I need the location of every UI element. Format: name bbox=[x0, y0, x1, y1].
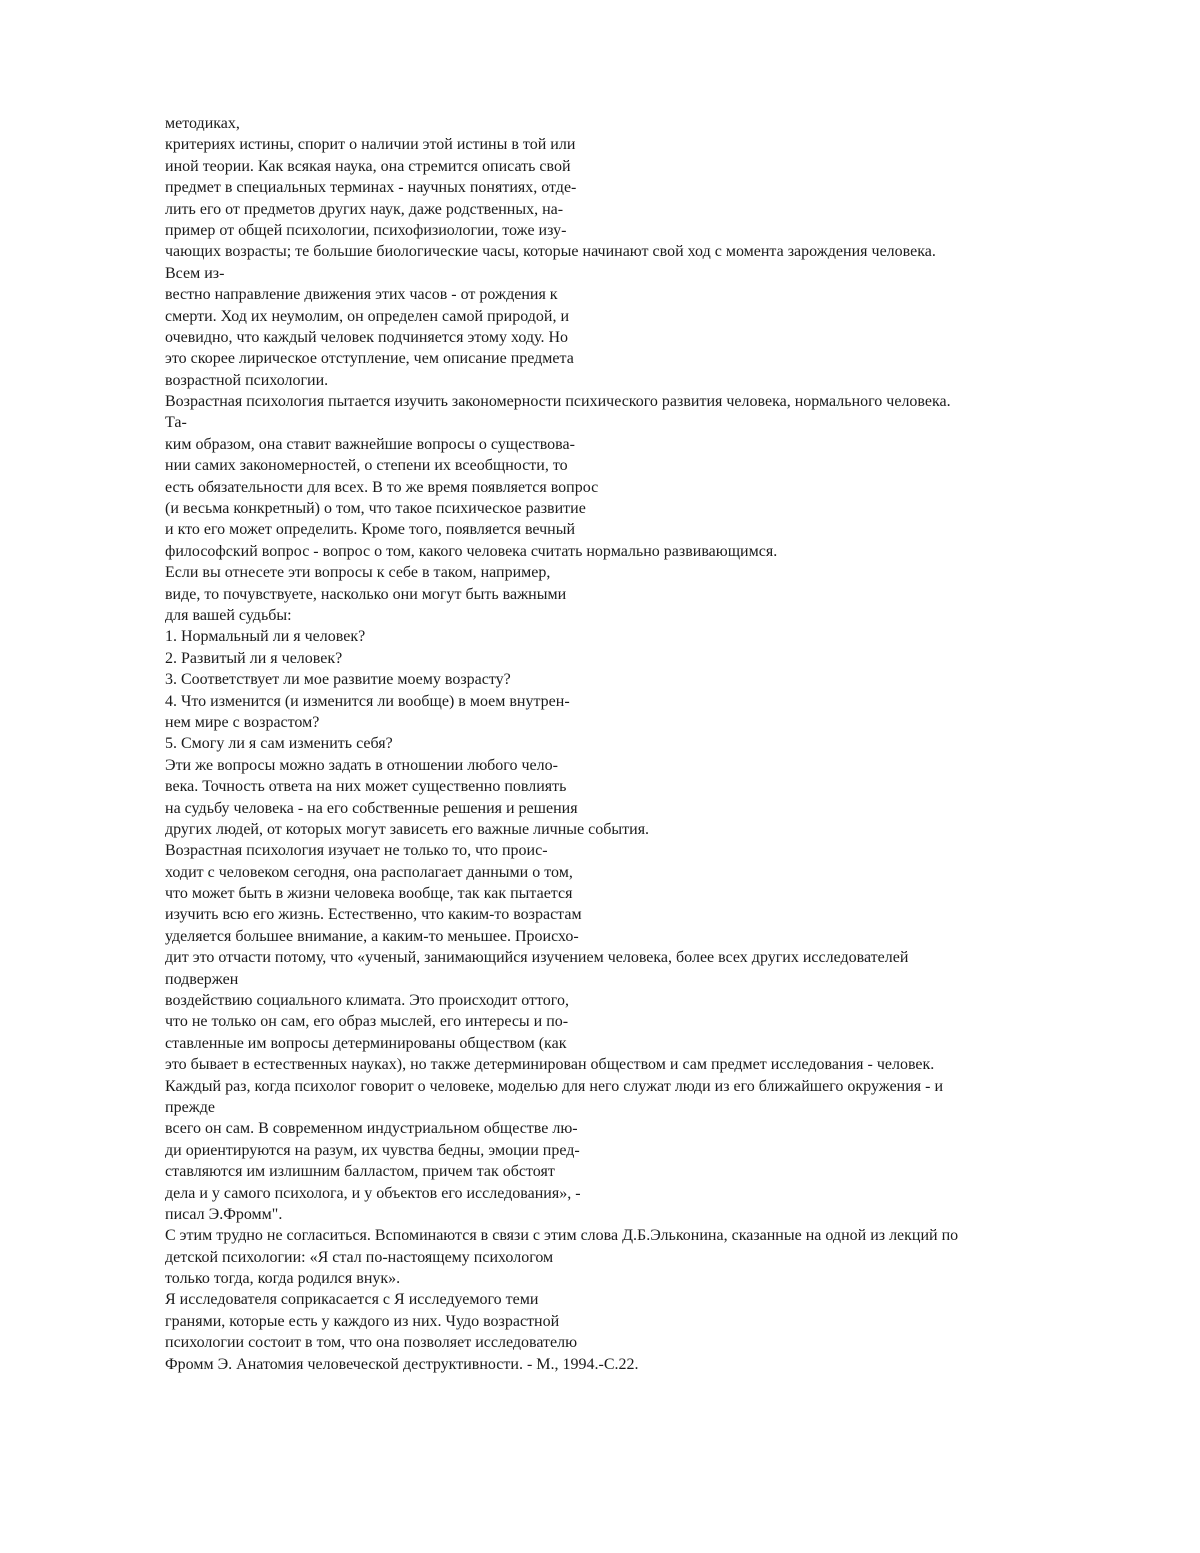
text-line: века. Точность ответа на них может существенно повлиять bbox=[165, 778, 567, 796]
text-line: Фромм Э. Анатомия человеческой деструктивности. - М., 1994.-С.22. bbox=[165, 1355, 639, 1373]
text-line: и кто его может определить. Кроме того, появляется вечный bbox=[165, 521, 576, 539]
text-line: Я исследователя соприкасается с Я исследуемого теми bbox=[165, 1291, 539, 1309]
text-line: 5. Смогу ли я сам изменить себя? bbox=[165, 735, 393, 753]
text-line: ким образом, она ставит важнейшие вопросы о существова- bbox=[165, 435, 575, 453]
text-line: нии самих закономерностей, о степени их всеобщности, то bbox=[165, 457, 568, 475]
text-line: виде, то почувствуете, насколько они могут быть важными bbox=[165, 585, 567, 603]
text-line: дела и у самого психолога, и у объектов его исследования», - bbox=[165, 1184, 581, 1202]
text-line: воздействию социального климата. Это происходит оттого, bbox=[165, 992, 569, 1010]
text-line: (и весьма конкретный) о том, что такое психическое развитие bbox=[165, 500, 586, 518]
text-line: изучить всю его жизнь. Естественно, что каким-то возрастам bbox=[165, 906, 582, 924]
text-line: 3. Соответствует ли мое развитие моему возрасту? bbox=[165, 671, 511, 689]
text-line: предмет в специальных терминах - научных понятиях, отде- bbox=[165, 179, 577, 197]
text-line: подвержен bbox=[165, 970, 239, 988]
text-line: это бывает в естественных науках), но также детерминирован обществом и сам предмет исследования - человек. bbox=[165, 1056, 935, 1074]
text-line: методиках, bbox=[165, 115, 240, 132]
text-line: ди ориентируются на разум, их чувства бедны, эмоции пред- bbox=[165, 1141, 580, 1159]
text-line: дит это отчасти потому, что «ученый, занимающийся изучением человека, более всех других исследователей bbox=[165, 949, 909, 967]
text-line: Возрастная психология изучает не только то, что проис- bbox=[165, 842, 548, 860]
text-line: 4. Что изменится (и изменится ли вообще) в моем внутрен- bbox=[165, 692, 570, 710]
body-text bbox=[165, 113, 1165, 1375]
text-line: Всем из- bbox=[165, 264, 225, 282]
text-line: Та- bbox=[165, 414, 187, 432]
text-line: для вашей судьбы: bbox=[165, 606, 292, 624]
text-line: Возрастная психология пытается изучить закономерности психического развития человека, нормального человека. bbox=[165, 393, 951, 411]
text-line: 1. Нормальный ли я человек? bbox=[165, 628, 366, 646]
text-line: на судьбу человека - на его собственные решения и решения bbox=[165, 799, 578, 817]
text-line: 2. Развитый ли я человек? bbox=[165, 649, 343, 667]
text-line: гранями, которые есть у каждого из них. Чудо возрастной bbox=[165, 1312, 560, 1330]
text-line: иной теории. Как всякая наука, она стремится описать свой bbox=[165, 157, 571, 175]
text-line: прежде bbox=[165, 1098, 215, 1116]
text-line: что не только он сам, его образ мыслей, его интересы и по- bbox=[165, 1013, 569, 1031]
text-line: есть обязательности для всех. В то же время появляется вопрос bbox=[165, 478, 599, 496]
text-line: Если вы отнесете эти вопросы к себе в таком, например, bbox=[165, 564, 551, 582]
text-line: ставляются им излишним балластом, причем так обстоят bbox=[165, 1163, 555, 1181]
text-line: чающих возрасты; те большие биологические часы, которые начинают свой ход с момента зарождения человека. bbox=[165, 243, 936, 261]
text-line: вестно направление движения этих часов - от рождения к bbox=[165, 286, 558, 304]
text-line: С этим трудно не согласиться. Вспоминаются в связи с этим слова Д.Б.Эльконина, сказанные на одной из лекций по bbox=[165, 1227, 959, 1245]
text-line: уделяется большее внимание, а каким-то меньшее. Происхо- bbox=[165, 927, 579, 945]
text-line: детской психологии: «Я стал по-настоящему психологом bbox=[165, 1248, 554, 1266]
text-line: очевидно, что каждый человек подчиняется этому ходу. Но bbox=[165, 328, 569, 346]
text-line: это скорее лирическое отступление, чем описание предмета bbox=[165, 350, 574, 368]
text-line: только тогда, когда родился внук». bbox=[165, 1270, 401, 1288]
text-line: всего он сам. В современном индустриальном обществе лю- bbox=[165, 1120, 578, 1138]
text-line: ходит с человеком сегодня, она располагает данными о том, bbox=[165, 863, 573, 881]
text-line: что может быть в жизни человека вообще, так как пытается bbox=[165, 885, 573, 903]
text-line: Эти же вопросы можно задать в отношении любого чело- bbox=[165, 756, 558, 774]
text-line: писал Э.Фромм". bbox=[165, 1205, 283, 1223]
text-line: психологии состоит в том, что она позволяет исследователю bbox=[165, 1334, 578, 1352]
text-line: нем мире с возрастом? bbox=[165, 713, 320, 731]
text-line: Каждый раз, когда психолог говорит о человеке, моделью для него служат люди из его ближайшего окружения - и bbox=[165, 1077, 944, 1095]
text-line: критериях истины, спорит о наличии этой истины в той или bbox=[165, 136, 576, 154]
text-line: возрастной психологии. bbox=[165, 371, 329, 389]
text-line: ставленные им вопросы детерминированы обществом (как bbox=[165, 1034, 567, 1052]
text-line: философский вопрос - вопрос о том, какого человека считать нормально развивающимся. bbox=[165, 542, 778, 560]
text-line: других людей, от которых могут зависеть его важные личные события. bbox=[165, 820, 650, 838]
text-line: пример от общей психологии, психофизиологии, тоже изу- bbox=[165, 221, 567, 239]
text-line: смерти. Ход их неумолим, он определен самой природой, и bbox=[165, 307, 570, 325]
text-line: лить его от предметов других наук, даже родственных, на- bbox=[165, 200, 564, 218]
